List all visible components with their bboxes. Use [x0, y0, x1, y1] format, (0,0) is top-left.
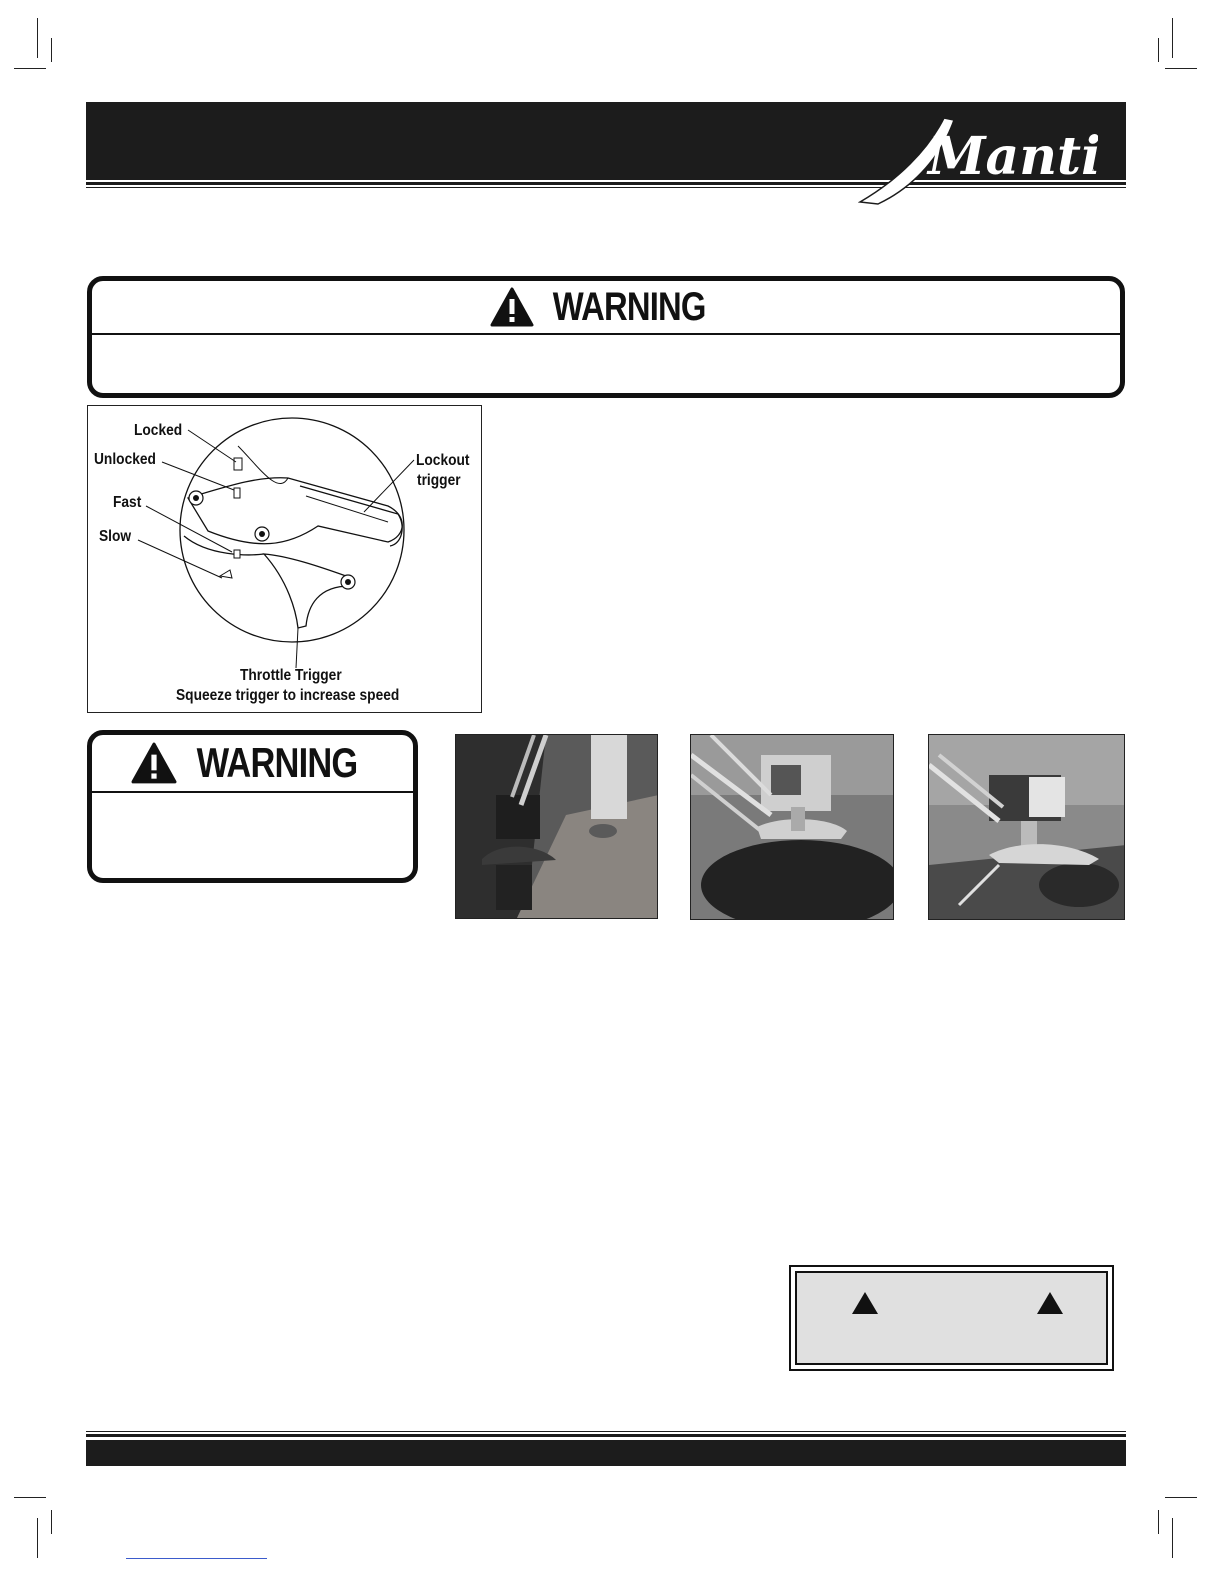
crop-mark: [1158, 38, 1159, 62]
label-lockout-trigger-2: trigger: [417, 472, 461, 489]
label-throttle-trigger: Throttle Trigger: [240, 667, 342, 684]
label-fast: Fast: [113, 494, 142, 511]
photo-tiller-lawn: [928, 734, 1125, 920]
crop-mark: [14, 68, 46, 69]
crop-mark: [51, 38, 52, 62]
footer-rule: [86, 1434, 1126, 1437]
warning-title: WARNING: [196, 739, 357, 786]
warning-title: WARNING: [552, 284, 706, 329]
crop-mark: [1172, 1518, 1173, 1558]
crop-mark: [14, 1497, 46, 1498]
triangle-icon: [1036, 1291, 1064, 1315]
crop-mark: [37, 18, 38, 58]
crop-mark: [37, 1518, 38, 1558]
throttle-figure: [87, 405, 482, 713]
footer-rule: [86, 1431, 1126, 1432]
warning-header: [92, 281, 1120, 335]
notice-box-inner: [795, 1271, 1108, 1365]
bottom-link-line: [126, 1558, 267, 1559]
photo-tiller-garden-row: [455, 734, 658, 919]
label-squeeze-trigger: Squeeze trigger to increase speed: [176, 687, 400, 704]
crop-mark: [1158, 1510, 1159, 1534]
warning-header: [92, 735, 413, 793]
crop-mark: [1165, 68, 1197, 69]
label-slow: Slow: [99, 528, 132, 545]
mantis-logo: [858, 110, 1098, 210]
registered-mark: ®: [1086, 167, 1095, 177]
triangle-icon: [851, 1291, 879, 1315]
crop-mark: [51, 1510, 52, 1534]
brand-wordmark: Mant: [928, 126, 1082, 187]
label-unlocked: Unlocked: [94, 451, 156, 468]
notice-box: [789, 1265, 1114, 1371]
warning-box-left: [87, 730, 418, 883]
warning-box-top: [87, 276, 1125, 398]
footer-bar: [86, 1440, 1126, 1466]
photo-tiller-cultivating: [690, 734, 894, 920]
crop-mark: [1165, 1497, 1197, 1498]
warning-triangle-icon: [490, 287, 534, 327]
label-lockout-trigger-1: Lockout: [416, 452, 470, 469]
label-locked: Locked: [134, 422, 183, 439]
warning-triangle-icon: [131, 742, 177, 784]
crop-mark: [1172, 18, 1173, 58]
